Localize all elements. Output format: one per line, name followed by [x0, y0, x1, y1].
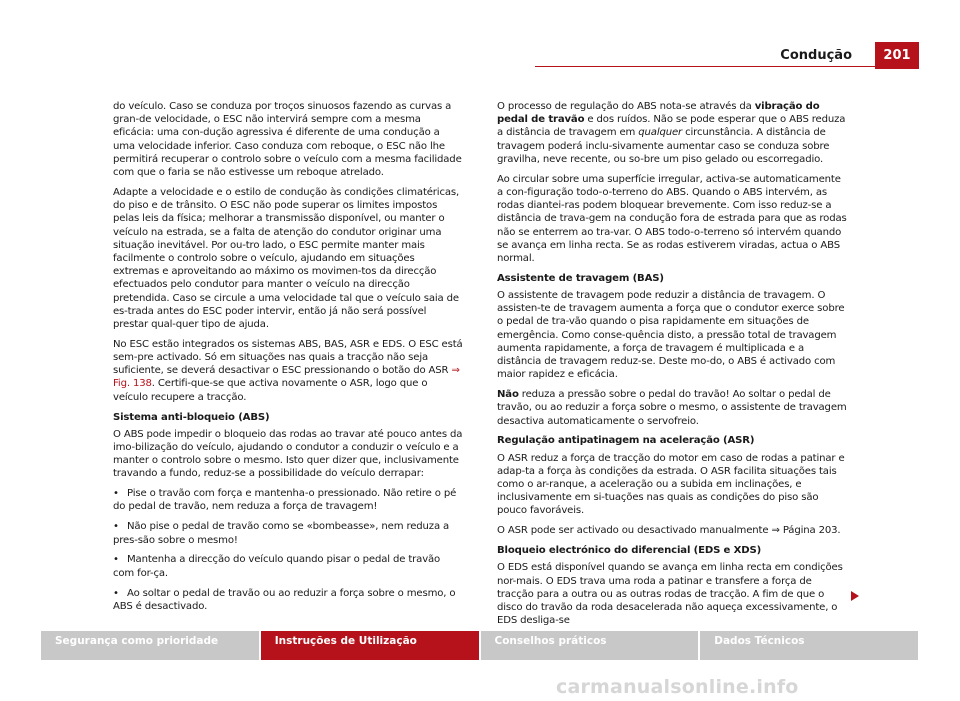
paragraph: O ABS pode impedir o bloqueio das rodas ao travar até pouco antes da imo-bilização do veículo, ajudando o condutor a conduzir o veículo e a manter o controlo sobre o mesmo. Isto quer dizer que, inclusivamente travando a fundo, reduz-se a possibilidade do veículo derrapar: [113, 428, 463, 480]
bullet-icon: • [113, 554, 119, 566]
bullet-icon: • [113, 521, 119, 533]
section-heading-eds: Bloqueio electrónico do diferencial (EDS e XDS) [497, 545, 762, 557]
section-heading-bas: Assistente de travagem (BAS) [497, 272, 664, 284]
bullet-item: • Mantenha a direcção do veículo quando pisar o pedal de travão com for-ça. [113, 554, 441, 579]
header-divider [535, 66, 875, 67]
emphasis: Não [497, 389, 519, 401]
bullet-item: • Ao soltar o pedal de travão ou ao reduzir a força sobre o mesmo, o ABS é desactivado. [113, 587, 456, 612]
left-column [113, 100, 463, 620]
paragraph: Não reduza a pressão sobre o pedal do travão! Ao soltar o pedal de travão, ou ao reduzir a força sobre o mesmo, o assistente de travagem desactiva automaticamente o servofreio. [497, 389, 847, 427]
continue-arrow-icon [851, 591, 859, 601]
paragraph: O processo de regulação do ABS nota-se através da vibração do pedal de travão e dos ruídos. Não se pode esperar que o ABS reduza a distância de travagem em qualquer circunstância. A distância de travagem poderá inclu-sivamente aumentar caso se conduza sobre gravilha, neve recente, ou so-bre um piso gelado ou escorregadio. [497, 101, 846, 165]
paragraph: Adapte a velocidade e o estilo de condução às condições climatéricas, do piso e de trânsito. O ESC não pode superar os limites impostos pelas leis da física; melhorar a transmissão disponível, ou manter o veículo na estrada, se a falta de atenção do condutor originar uma situação inevitável. Por ou-tro lado, o ESC permite manter mais facilmente o controlo sobre o veículo, ajudando em situações extremas e aproveitando ao máximo os movimen-tos da direcção efectuados pelo condutor para manter o veículo na direcção pretendida. Caso se circule a uma velocidade tal que o veículo saia de es-trada antes do ESC poder intervir, então já não será possível prestar qual-quer tipo de ajuda. [113, 186, 460, 330]
paragraph: O ASR reduz a força de tracção do motor em caso de rodas a patinar e adap-ta a força às condições da estrada. O ASR facilita situações tais como o ar-ranque, a aceleração ou a subida em inclinações, e inclusivamente em si-tuações nas quais as condições do piso são pouco favoráveis. [497, 452, 845, 517]
paragraph: No ESC estão integrados os sistemas ABS, BAS, ASR e EDS. O ESC está sem-pre activado. Só em situações nas quais a tracção não seja suficiente, se deverá desactivar o ESC pressionando o botão do ASR ⇒ Fig. 138. Certifi-que-se que activa novamente o ASR, logo que o veículo recupere a tracção. [113, 338, 463, 403]
footer-tab-safety[interactable]: Segurança como prioridade [41, 631, 259, 660]
bullet-icon: • [113, 587, 119, 599]
page-header-title: Condução [780, 48, 852, 63]
footer-tab-tips[interactable]: Conselhos práticos [481, 631, 699, 660]
bullet-icon: • [113, 488, 119, 500]
bullet-item: • Pise o travão com força e mantenha-o pressionado. Não retire o pé do pedal de travão, nem reduza a força de travagem! [113, 488, 457, 513]
paragraph: do veículo. Caso se conduza por troços sinuosos fazendo as curvas a gran-de velocidade, o ESC não intervirá sempre com a mesma eficácia: uma con-dução agressiva é diferente de uma condução a uma velocidade inferior. Caso conduza com reboque, o ESC não lhe permitirá recuperar o controlo sobre o veículo com a mesma facilidade com que o faria se não estivesse um reboque atrelado. [113, 101, 462, 179]
emphasis: vibração do pedal de travão [497, 101, 820, 126]
section-heading-asr: Regulação antipatinagem na aceleração (ASR) [497, 435, 755, 447]
paragraph: O ASR pode ser activado ou desactivado manualmente ⇒ Página 203. [497, 525, 841, 537]
footer-nav [41, 631, 918, 660]
section-heading-abs: Sistema anti-bloqueio (ABS) [113, 411, 270, 423]
watermark: carmanualsonline.info [556, 676, 799, 698]
paragraph: O assistente de travagem pode reduzir a distância de travagem. O assisten-te de travagem aumenta a força que o condutor exerce sobre o pedal de tra-vão quando o pisa rapidamente em situações de emergência. Como conse-quência disto, a pressão total de travagem aumenta rapidamente, a força de travagem é multiplicada e a distância de travagem reduz-se. Deste mo-do, o ABS é activado com maior rapidez e eficácia. [497, 290, 845, 381]
footer-tab-instructions[interactable]: Instruções de Utilização [261, 631, 479, 660]
paragraph: Ao circular sobre uma superfície irregular, activa-se automaticamente a con-figuração todo-o-terreno do ABS. Quando o ABS intervém, as rodas diantei-ras podem bloquear brevemente. Com isso reduz-se a distância de trava-gem na condução fora de estrada para que as rodas não se enterrem ao tra-var. O ABS todo-o-terreno só intervém quando se avança em linha recta. Se as rodas estiverem viradas, actua o ABS normal. [497, 173, 847, 264]
figure-link[interactable]: ⇒ Fig. 138 [113, 365, 460, 390]
emphasis-italic: qualquer [638, 127, 683, 139]
page-link[interactable]: ⇒ Página 203 [771, 525, 838, 537]
bullet-item: • Não pise o pedal de travão como se «bombeasse», nem reduza a pres-são sobre o mesmo! [113, 521, 450, 546]
page-number: 201 [875, 42, 919, 69]
footer-tab-technical-data[interactable]: Dados Técnicos [700, 631, 918, 660]
right-column [497, 100, 847, 634]
paragraph: O EDS está disponível quando se avança em linha recta em condições nor-mais. O EDS trava uma roda a patinar e transfere a força de tracção para a outra ou as outras rodas de tracção. A fim de que o disco do travão da roda desacelerada não aqueça excessivamente, o EDS desliga-se [497, 562, 843, 627]
